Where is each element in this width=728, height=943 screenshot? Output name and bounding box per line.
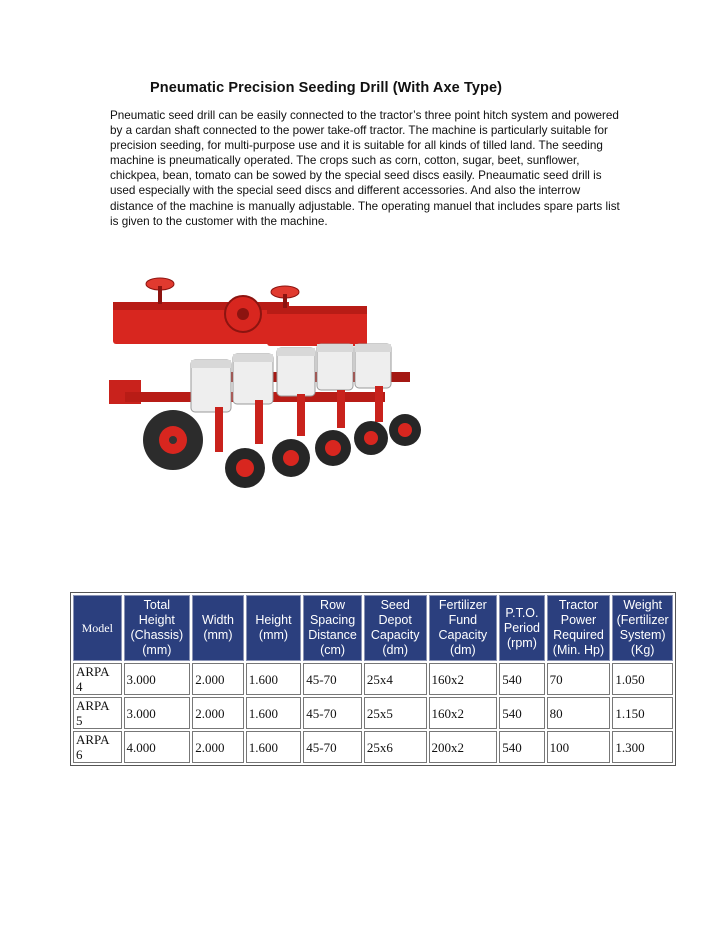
- header-tractor-power: Tractor Power Required (Min. Hp): [547, 595, 611, 661]
- cell-pto: 540: [499, 697, 544, 729]
- cell-pto: 540: [499, 663, 544, 695]
- header-weight: Weight (Fertilizer System) (Kg): [612, 595, 673, 661]
- cell-weight: 1.300: [612, 731, 673, 763]
- table-row: [73, 697, 673, 729]
- cell-height: 1.600: [246, 697, 302, 729]
- cell-fertilizer-fund: 160x2: [429, 663, 498, 695]
- specifications-table: [70, 592, 676, 766]
- cell-total-height: 3.000: [124, 697, 191, 729]
- header-model: Model: [73, 595, 122, 661]
- table-row: [73, 731, 673, 763]
- cell-height: 1.600: [246, 731, 302, 763]
- seed-drill-illustration: [105, 272, 435, 502]
- cell-seed-depot: 25x4: [364, 663, 427, 695]
- cell-fertilizer-fund: 160x2: [429, 697, 498, 729]
- header-pto: P.T.O. Period (rpm): [499, 595, 544, 661]
- cell-model: ARPA 4: [73, 663, 122, 695]
- cell-tractor-power: 70: [547, 663, 611, 695]
- cell-width: 2.000: [192, 697, 244, 729]
- table-header-row: [73, 595, 673, 661]
- description-paragraph: Pneumatic seed drill can be easily connected to the tractor’s three point hitch system and powered by a cardan shaft connected to the power take-off tractor. The machine is particularly suitable for precision seeding, for multi-purpose use and it is suitable for all kinds of tilled land. The seeding machine is pneumatically operated. The crops such as corn, cotton, sugar, beet, sunflower, chickpea, bean, tomato can be sowed by the special seed discs easily. Pneaumatic seed drill is used especially with the special seed discs and different accessories. And also the interrow distance of the machine is manually adjustable. The operating manuel that includes spare parts list is given to the customer with the machine.: [110, 109, 620, 228]
- header-fertilizer-fund: Fertilizer Fund Capacity (dm): [429, 595, 498, 661]
- cell-row-spacing: 45-70: [303, 731, 362, 763]
- cell-height: 1.600: [246, 663, 302, 695]
- cell-fertilizer-fund: 200x2: [429, 731, 498, 763]
- header-total-height: Total Height (Chassis) (mm): [124, 595, 191, 661]
- header-height: Height (mm): [246, 595, 302, 661]
- cell-row-spacing: 45-70: [303, 697, 362, 729]
- header-row-spacing: Row Spacing Distance (cm): [303, 595, 362, 661]
- cell-seed-depot: 25x6: [364, 731, 427, 763]
- cell-pto: 540: [499, 731, 544, 763]
- cell-seed-depot: 25x5: [364, 697, 427, 729]
- header-width: Width (mm): [192, 595, 244, 661]
- cell-tractor-power: 100: [547, 731, 611, 763]
- seed-drill-photo: [105, 272, 435, 502]
- cell-width: 2.000: [192, 731, 244, 763]
- cell-weight: 1.150: [612, 697, 673, 729]
- cell-row-spacing: 45-70: [303, 663, 362, 695]
- cell-total-height: 3.000: [124, 663, 191, 695]
- cell-width: 2.000: [192, 663, 244, 695]
- table-row: [73, 663, 673, 695]
- cell-tractor-power: 80: [547, 697, 611, 729]
- page-title: Pneumatic Precision Seeding Drill (With Axe Type): [150, 80, 503, 96]
- header-seed-depot: Seed Depot Capacity (dm): [364, 595, 427, 661]
- cell-model: ARPA 6: [73, 731, 122, 763]
- cell-model: ARPA 5: [73, 697, 122, 729]
- cell-weight: 1.050: [612, 663, 673, 695]
- cell-total-height: 4.000: [124, 731, 191, 763]
